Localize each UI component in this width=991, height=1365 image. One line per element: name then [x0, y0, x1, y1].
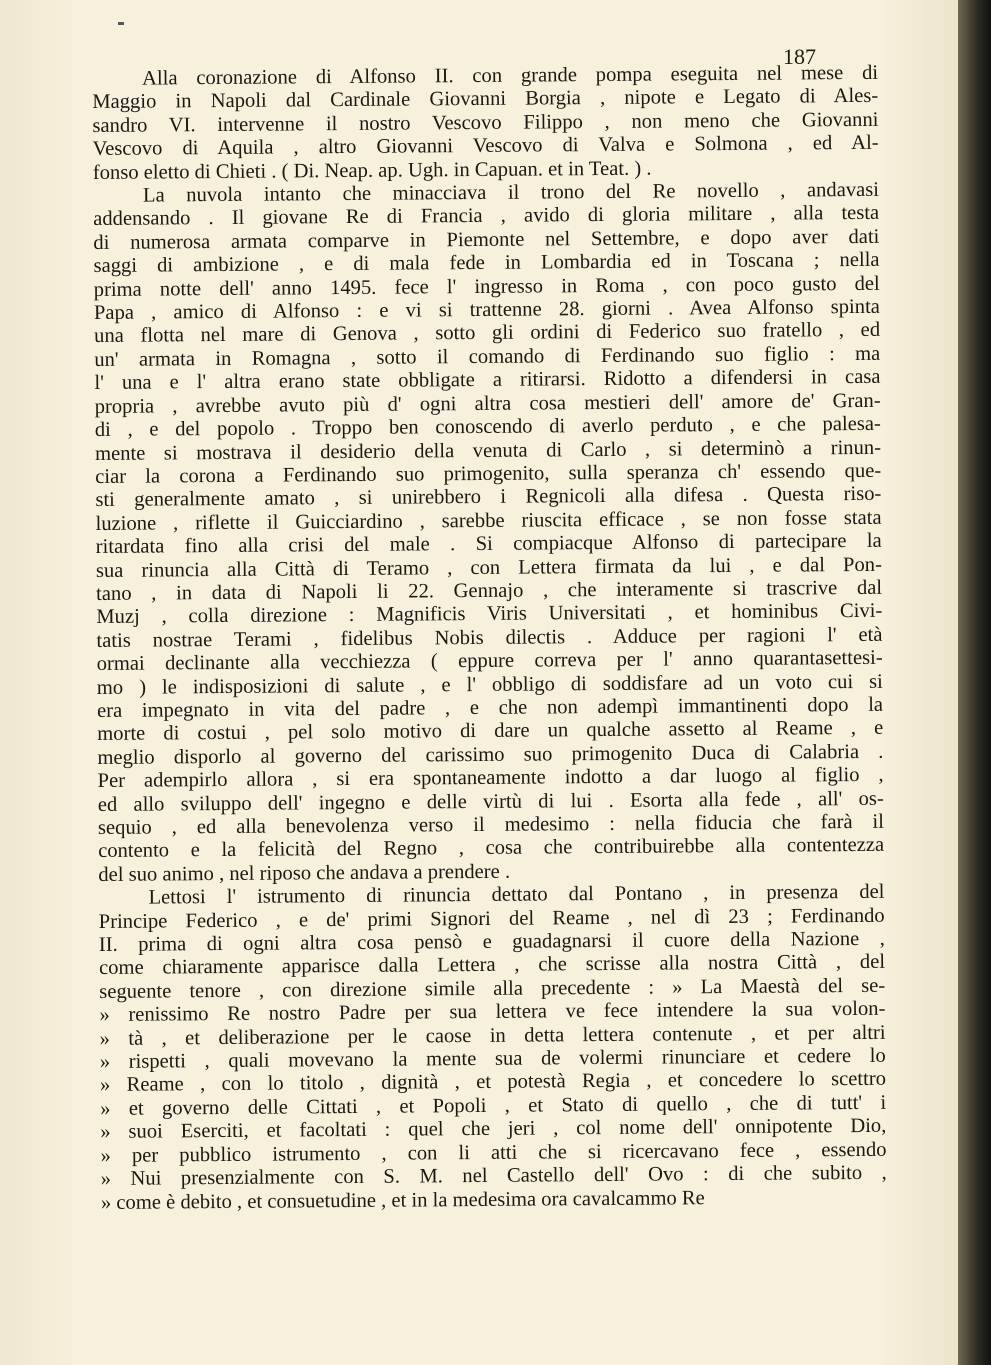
page-number: 187 [783, 44, 816, 69]
text-line: come chiaramente apparisce dalla Lettera , che scrisse alla nostra Città , del [98, 951, 886, 980]
text-line: Per adempirlo allora , si era spontaneamente indotto a dar luogo al figlio , [97, 763, 884, 793]
text-line: meglio disporlo al governo del carissimo suo primogenito Duca di Calabria . [97, 740, 884, 769]
text-line: » et governo delle Cittati , et Popoli , et Stato di quello , che di tutt' i [100, 1091, 887, 1120]
text-line: Lettosi l' istrumento di rinuncia dettato dal Pontano , in presenza del [148, 881, 885, 909]
text-line: Maggio in Napoli dal Cardinale Giovanni Borgia , nipote e Legato di Ales- [92, 85, 879, 114]
text-line: » Nui presenzialmente con S. M. nel Castello dell' Ovo : di che subito , [100, 1161, 887, 1191]
text-line: addensando . Il giovane Re di Francia , avido di gloria militare , alla testa [93, 202, 880, 231]
text-line: sti generalmente amato , si unirebbero i Regnicoli alla difesa . Questa riso- [95, 483, 882, 512]
text-line: sequio , ed alla benevolenza verso il medesimo : nella fiducia che farà il [97, 810, 885, 839]
text-line: ritardata fino alla crisi del male . Si compiacque Alfonso di partecipare la [95, 529, 882, 559]
text-line: mente si mostrava il desiderio della venuta di Carlo , si determinò a rinun- [94, 436, 882, 465]
text-line: sua rinuncia alla Città di Teramo , con Lettera firmata da lui , e dal Pon- [95, 553, 883, 582]
text-line: l' una e l' altra erano state obbligate a ritirarsi. Ridotto a difendersi in casa [94, 366, 881, 395]
ink-mark [118, 22, 124, 25]
text-line: Vescovo di Aquila , altro Giovanni Vescovo di Valva e Solmona , ed Al- [92, 132, 879, 161]
text-line: fonso eletto di Chieti . ( Di. Neap. ap. Ugh. in Capuan. et in Teat. ) . [92, 157, 652, 184]
text-line: Muzj , colla direzione : Magnificis Viris Universitati , et hominibus Civi- [96, 600, 883, 629]
text-line: sandro VI. intervenne il nostro Vescovo Filippo , non meno che Giovanni [92, 108, 879, 137]
text-line: ciar la corona a Ferdinando suo primogenito, sulla speranza ch' essendo que- [95, 459, 882, 488]
text-line: tatis nostrae Terami , fidelibus Nobis dilectis . Adduce per ragioni l' età [96, 623, 883, 652]
book-edge [958, 0, 991, 1365]
text-line: del suo animo , nel riposo che andava a prendere . [98, 860, 511, 886]
text-line: seguente tenore , con direzione simile alla precedente : » La Maestà del se- [99, 974, 886, 1003]
text-line: luzione , riflette il Guicciardino , sarebbe riuscita efficace , se non fosse stata [95, 506, 882, 535]
text-line: Papa , amico di Alfonso : e vi si trattenne 28. giorni . Avea Alfonso spinta [93, 295, 880, 325]
text-line: » renissimo Re nostro Padre per sua lettera ve fece intendere la sua volon- [99, 998, 886, 1027]
text-line: prima notte dell' anno 1495. fece l' ingresso in Roma , con poco gusto del [93, 272, 880, 301]
text-line: tano , in data di Napoli li 22. Gennajo , che interamente si trascrive dal [96, 576, 883, 605]
text-line: Principe Federico , e de' primi Signori del Reame , nel dì 23 ; Ferdinando [98, 904, 885, 933]
text-line: » Reame , con lo titolo , dignità , et potestà Regia , et concedere lo scettro [99, 1068, 887, 1097]
text-line: » rispetti , quali movevano la mente sua de volermi rinunciare et cedere lo [99, 1044, 886, 1074]
text-line: morte di costui , pel solo motivo di dare un qualche assetto al Reame , e [97, 717, 884, 746]
text-line: un' armata in Romagna , sotto il comando di Ferdinando suo figlio : ma [94, 342, 881, 371]
text-line: ormai declinante alla vecchiezza ( eppure correva per l' anno quarantasettesi- [96, 646, 883, 676]
text-line: propria , avrebbe avuto più d' ogni altra cosa mestieri dell' amore de' Gran- [94, 389, 881, 418]
text-line: contento e la felicità del Regno , cosa che contribuirebbe alla contentezza [98, 834, 885, 863]
text-line: » come è debito , et consuetudine , et in la medesima ora cavalcammo Re [100, 1186, 705, 1214]
text-line: ed allo sviluppo dell' ingegno e delle virtù di lui . Esorta alla fede , all' os- [97, 787, 884, 816]
text-line: » tà , et deliberazione per le caose in detta lettera contenute , et per altri [99, 1021, 886, 1050]
body-text [92, 62, 887, 1215]
text-line: saggi di ambizione , e di mala fede in Lombardia ed in Toscana ; nella [93, 249, 880, 278]
text-line: » per pubblico istrumento , con li atti che si ricercavano fece , essendo [100, 1138, 887, 1167]
text-line: mo ) le indisposizioni di salute , e l' obbligo di soddisfare ad un voto cui si [96, 670, 883, 699]
text-line: Alla coronazione di Alfonso II. con grande pompa eseguita nel mese di [141, 61, 879, 90]
text-line: » suoi Eserciti, et facoltati : quel che jeri , col nome dell' onnipotente Dio, [100, 1115, 887, 1144]
text-line: di , e del popolo . Troppo ben conoscendo di averlo perduto , e che palesa- [94, 412, 881, 442]
text-line: di numerosa armata comparve in Piemonte nel Settembre, e dopo aver dati [93, 225, 880, 254]
text-line: una flotta nel mare di Genova , sotto gli ordini di Federico suo fratello , ed [94, 319, 881, 348]
text-line: era impegnato in vita del padre , e che non adempì immantinenti dopo la [96, 693, 884, 722]
text-line: La nuvola intanto che minacciava il trono del Re novello , andavasi [142, 178, 880, 207]
text-line: II. prima di ogni altra cosa pensò e guadagnarsi il cuore della Nazione , [98, 927, 885, 957]
